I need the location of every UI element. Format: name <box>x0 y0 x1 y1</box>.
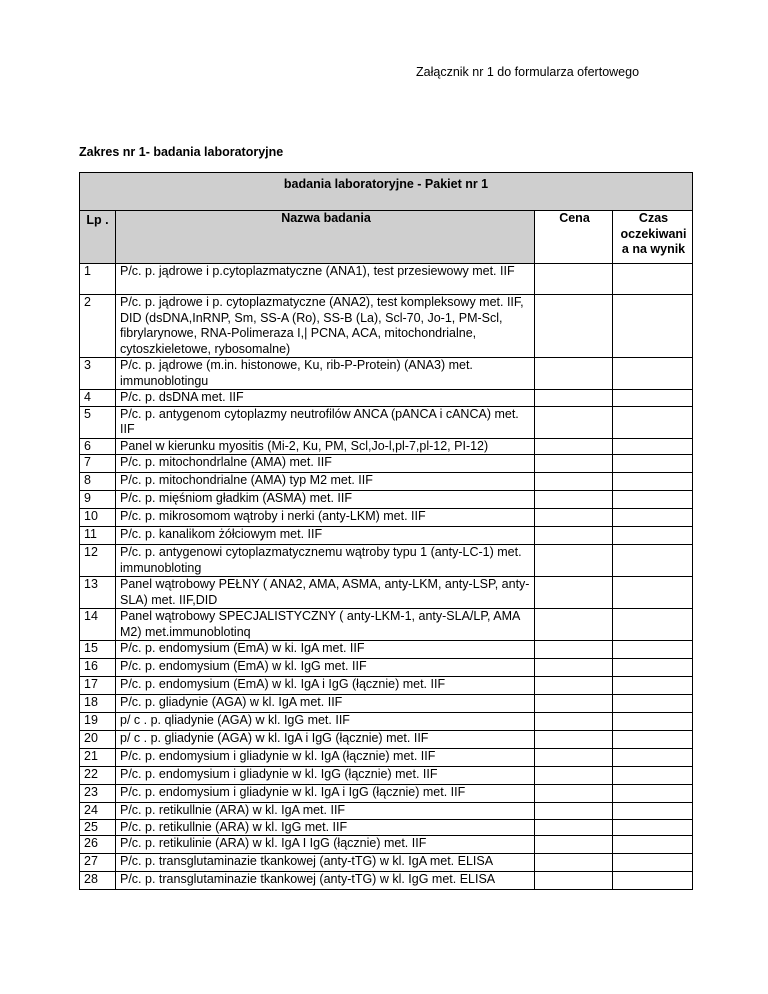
price-cell[interactable] <box>535 854 613 872</box>
waiting-time-cell[interactable] <box>613 406 693 438</box>
row-number: 13 <box>80 577 116 609</box>
table-row <box>80 390 693 407</box>
row-number: 22 <box>80 767 116 785</box>
table-row <box>80 677 693 695</box>
waiting-time-cell[interactable] <box>613 455 693 473</box>
price-cell[interactable] <box>535 390 613 407</box>
header-lp: Lp . <box>80 211 116 264</box>
scope-title: Zakres nr 1- badania laboratoryjne <box>79 145 284 159</box>
test-name: P/c. p. jądrowe i p.cytoplazmatyczne (ANA1), test przesiewowy met. IIF <box>116 264 535 295</box>
table-row <box>80 819 693 836</box>
test-name: P/c. p. endomysium (EmA) w ki. IgA met. IIF <box>116 641 535 659</box>
table-row <box>80 358 693 390</box>
test-name: Panel w kierunku myositis (Mi-2, Ku, PM, Scl,Jo-l,pl-7,pl-12, PI-12) <box>116 438 535 455</box>
waiting-time-cell[interactable] <box>613 749 693 767</box>
row-number: 17 <box>80 677 116 695</box>
test-name: P/c. p. transglutaminazie tkankowej (anty-tTG) w kl. IgA met. ELISA <box>116 854 535 872</box>
price-cell[interactable] <box>535 491 613 509</box>
test-name: P/c. p. endomysium (EmA) w kl. IgA i IgG (łącznie) met. IIF <box>116 677 535 695</box>
row-number: 24 <box>80 803 116 820</box>
test-name: P/c. p. retikullnie (ARA) w kl. IgA met. IIF <box>116 803 535 820</box>
row-number: 15 <box>80 641 116 659</box>
test-name: P/c. p. mikrosomom wątroby i nerki (anty-LKM) met. IIF <box>116 509 535 527</box>
price-cell[interactable] <box>535 803 613 820</box>
waiting-time-cell[interactable] <box>613 577 693 609</box>
table-row <box>80 659 693 677</box>
waiting-time-cell[interactable] <box>613 731 693 749</box>
test-name: P/c. p. antygenom cytoplazmy neutrofilów ANCA (pANCA i cANCA) met. IIF <box>116 406 535 438</box>
header-price: Cena <box>535 211 613 264</box>
table-row <box>80 836 693 854</box>
price-cell[interactable] <box>535 545 613 577</box>
table-row <box>80 264 693 295</box>
row-number: 1 <box>80 264 116 295</box>
test-name: P/c. p. kanalikom żółciowym met. IIF <box>116 527 535 545</box>
table-row <box>80 803 693 820</box>
test-name: Panel wątrobowy PEŁNY ( ANA2, AMA, ASMA, anty-LKM, anty-LSP, anty-SLA) met. IIF,DID <box>116 577 535 609</box>
price-cell[interactable] <box>535 695 613 713</box>
test-name: P/c. p. mitochondrialne (AMA) typ M2 met. IIF <box>116 473 535 491</box>
table-row <box>80 406 693 438</box>
table-row <box>80 731 693 749</box>
price-cell[interactable] <box>535 731 613 749</box>
waiting-time-cell[interactable] <box>613 527 693 545</box>
waiting-time-cell[interactable] <box>613 836 693 854</box>
table-row <box>80 438 693 455</box>
price-cell[interactable] <box>535 872 613 890</box>
waiting-time-cell[interactable] <box>613 509 693 527</box>
table-row <box>80 295 693 358</box>
row-number: 19 <box>80 713 116 731</box>
waiting-time-cell[interactable] <box>613 819 693 836</box>
price-cell[interactable] <box>535 836 613 854</box>
waiting-time-cell[interactable] <box>613 659 693 677</box>
test-name: P/c. p. retikulinie (ARA) w kl. IgA I IgG (łącznie) met. IIF <box>116 836 535 854</box>
price-cell[interactable] <box>535 641 613 659</box>
row-number: 4 <box>80 390 116 407</box>
waiting-time-cell[interactable] <box>613 438 693 455</box>
row-number: 27 <box>80 854 116 872</box>
waiting-time-cell[interactable] <box>613 854 693 872</box>
waiting-time-cell[interactable] <box>613 803 693 820</box>
table-row <box>80 545 693 577</box>
row-number: 12 <box>80 545 116 577</box>
table-row <box>80 872 693 890</box>
price-cell[interactable] <box>535 406 613 438</box>
row-number: 3 <box>80 358 116 390</box>
waiting-time-cell[interactable] <box>613 872 693 890</box>
test-name: P/c. p. jądrowe (m.in. histonowe, Ku, rib-P-Protein) (ANA3) met. immunoblotingu <box>116 358 535 390</box>
row-number: 16 <box>80 659 116 677</box>
test-name: P/c. p. jądrowe i p. cytoplazmatyczne (ANA2), test kompleksowy met. IIF, DID (dsDNA,InRNP, Sm, SS-A (Ro), SS-B (La), Scl-70, Jo-1, PM-Scl, fibrylarynowe, RNA-Polimeraza I,| PCNA, ACA, mitochondrialne, cytoszkieletowe, rybosomalne) <box>116 295 535 358</box>
price-cell[interactable] <box>535 749 613 767</box>
package-title: badania laboratoryjne - Pakiet nr 1 <box>80 173 693 211</box>
table-body <box>80 264 693 890</box>
waiting-time-cell[interactable] <box>613 695 693 713</box>
annex-title: Załącznik nr 1 do formularza ofertowego <box>416 65 640 79</box>
test-name: p/ c . p. qliadynie (AGA) w kl. IgG met. IIF <box>116 713 535 731</box>
table-row <box>80 713 693 731</box>
row-number: 7 <box>80 455 116 473</box>
row-number: 2 <box>80 295 116 358</box>
price-cell[interactable] <box>535 473 613 491</box>
table-row <box>80 785 693 803</box>
table-row <box>80 509 693 527</box>
price-cell[interactable] <box>535 767 613 785</box>
table-row <box>80 527 693 545</box>
waiting-time-cell[interactable] <box>613 358 693 390</box>
price-cell[interactable] <box>535 677 613 695</box>
row-number: 20 <box>80 731 116 749</box>
waiting-time-cell[interactable] <box>613 491 693 509</box>
row-number: 21 <box>80 749 116 767</box>
waiting-time-cell[interactable] <box>613 641 693 659</box>
row-number: 5 <box>80 406 116 438</box>
price-cell[interactable] <box>535 509 613 527</box>
waiting-time-cell[interactable] <box>613 609 693 641</box>
test-name: P/c. p. endomysium i gliadynie w kl. IgA (łącznie) met. IIF <box>116 749 535 767</box>
header-name: Nazwa badania <box>116 211 535 264</box>
test-name: P/c. p. dsDNA met. IIF <box>116 390 535 407</box>
table-row <box>80 491 693 509</box>
test-name: P/c. p. gliadynie (AGA) w kl. IgA met. IIF <box>116 695 535 713</box>
waiting-time-cell[interactable] <box>613 767 693 785</box>
row-number: 28 <box>80 872 116 890</box>
row-number: 26 <box>80 836 116 854</box>
test-name: P/c. p. mięśniom gładkim (ASMA) met. IIF <box>116 491 535 509</box>
test-name: P/c. p. endomysium i gliadynie w kl. IgG (łącznie) met. IIF <box>116 767 535 785</box>
waiting-time-cell[interactable] <box>613 264 693 295</box>
price-cell[interactable] <box>535 713 613 731</box>
price-cell[interactable] <box>535 609 613 641</box>
row-number: 10 <box>80 509 116 527</box>
row-number: 9 <box>80 491 116 509</box>
test-name: P/c. p. endomysium i gliadynie w kl. IgA i IgG (łącznie) met. IIF <box>116 785 535 803</box>
waiting-time-cell[interactable] <box>613 713 693 731</box>
table-row <box>80 577 693 609</box>
row-number: 14 <box>80 609 116 641</box>
price-cell[interactable] <box>535 819 613 836</box>
row-number: 11 <box>80 527 116 545</box>
price-cell[interactable] <box>535 295 613 358</box>
test-name: p/ c . p. gliadynie (AGA) w kl. IgA i IgG (łącznie) met. IIF <box>116 731 535 749</box>
waiting-time-cell[interactable] <box>613 677 693 695</box>
row-number: 8 <box>80 473 116 491</box>
test-name: P/c. p. retikullnie (ARA) w kl. IgG met. IIF <box>116 819 535 836</box>
price-cell[interactable] <box>535 785 613 803</box>
test-name: P/c. p. endomysium (EmA) w kl. IgG met. IIF <box>116 659 535 677</box>
header-time: Czas oczekiwani a na wynik <box>613 211 693 264</box>
table-row <box>80 749 693 767</box>
test-name: Panel wątrobowy SPECJALISTYCZNY ( anty-LKM-1, anty-SLA/LP, AMA M2) met.immunoblotinq <box>116 609 535 641</box>
waiting-time-cell[interactable] <box>613 390 693 407</box>
table-row <box>80 473 693 491</box>
table-row <box>80 609 693 641</box>
row-number: 6 <box>80 438 116 455</box>
row-number: 18 <box>80 695 116 713</box>
price-cell[interactable] <box>535 455 613 473</box>
waiting-time-cell[interactable] <box>613 545 693 577</box>
test-name: P/c. p. mitochondrlalne (AMA) met. IIF <box>116 455 535 473</box>
price-cell[interactable] <box>535 527 613 545</box>
tests-table <box>79 172 693 890</box>
price-cell[interactable] <box>535 577 613 609</box>
row-number: 23 <box>80 785 116 803</box>
row-number: 25 <box>80 819 116 836</box>
test-name: P/c. p. transglutaminazie tkankowej (anty-tTG) w kl. IgG met. ELISA <box>116 872 535 890</box>
table-row <box>80 455 693 473</box>
table-row <box>80 767 693 785</box>
waiting-time-cell[interactable] <box>613 473 693 491</box>
table-row <box>80 854 693 872</box>
waiting-time-cell[interactable] <box>613 295 693 358</box>
test-name: P/c. p. antygenowi cytoplazmatycznemu wątroby typu 1 (anty-LC-1) met. immunobloting <box>116 545 535 577</box>
price-cell[interactable] <box>535 264 613 295</box>
waiting-time-cell[interactable] <box>613 785 693 803</box>
table-row <box>80 641 693 659</box>
price-cell[interactable] <box>535 659 613 677</box>
table-row <box>80 695 693 713</box>
price-cell[interactable] <box>535 358 613 390</box>
price-cell[interactable] <box>535 438 613 455</box>
